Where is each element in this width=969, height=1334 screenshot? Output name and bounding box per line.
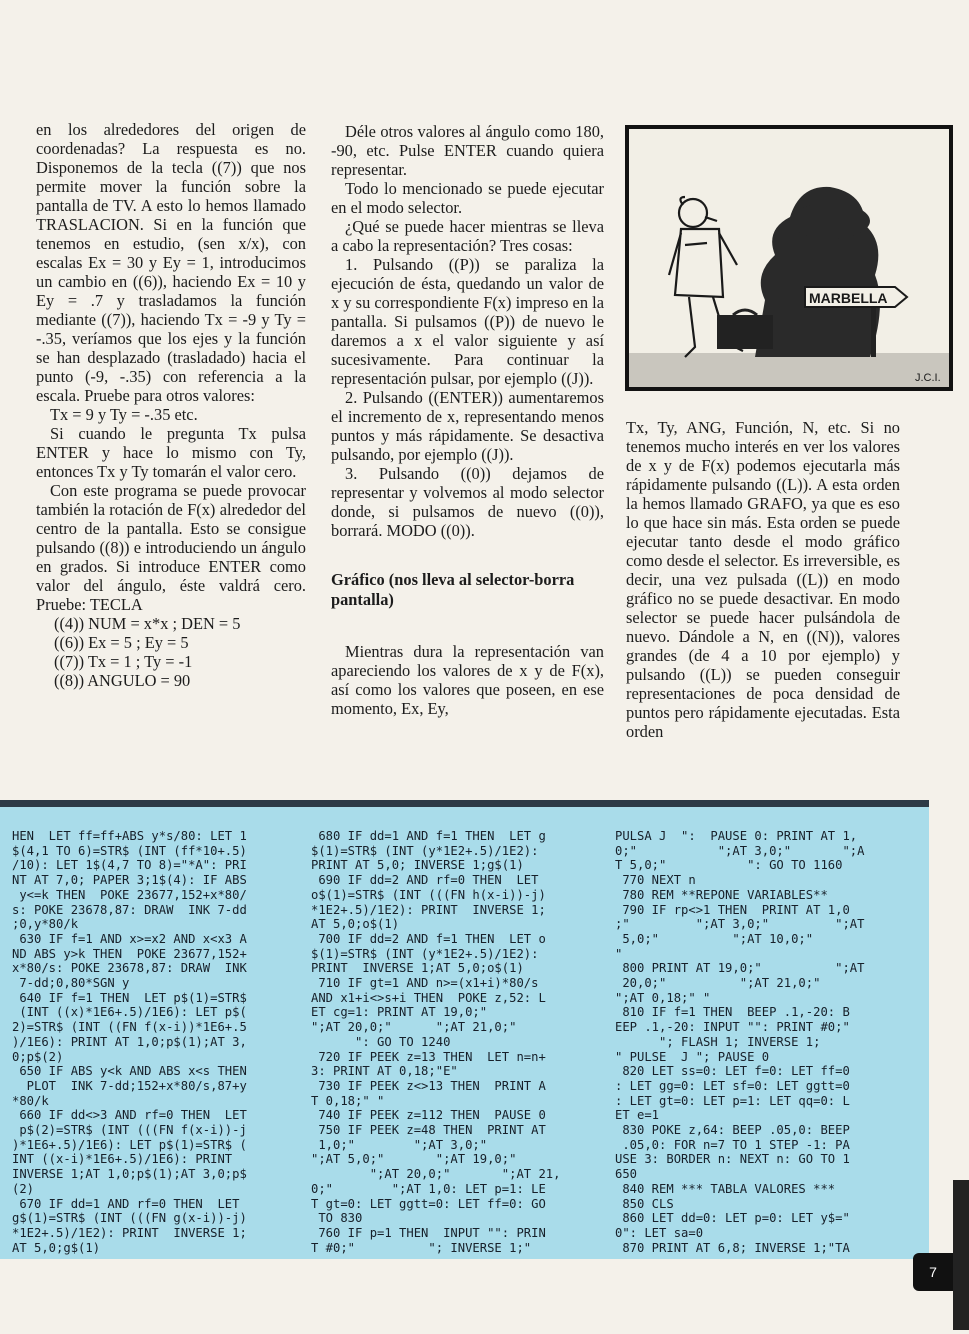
article-column-2: [331, 122, 604, 718]
artist-signature: J.C.I.: [915, 372, 941, 384]
listing-line: 700 IF dd=2 AND f=1 THEN LET o: [311, 931, 546, 946]
listing-column-3: [615, 829, 864, 1255]
listing-top-band: [0, 800, 929, 807]
paragraph: Si cuando le pregunta Tx pulsa ENTER y hace lo mismo con Ty, entonces Tx y Ty tomarán el valor cero.: [36, 424, 306, 481]
listing-line: 0;p$(2): [12, 1049, 64, 1064]
paragraph: Déle otros valores al ángulo como 180, -90, etc. Pulse ENTER cuando quiera representar.: [331, 122, 604, 179]
listing-line: ;" ";AT 3,0;" ";AT: [615, 917, 865, 932]
page-number: 7: [913, 1253, 953, 1291]
listing-line: g$(1)=STR$ (INT (((FN g(x-i))-j): [12, 1211, 247, 1226]
listing-line: 760 IF p=1 THEN INPUT "": PRIN: [311, 1225, 546, 1240]
paragraph: 2. Pulsando ((ENTER)) aumentaremos el incremento de x, representando menos puntos y más rápidamente. Se desactiva pulsando, por ejemplo ((J)).: [331, 388, 604, 464]
listing-line: 670 IF dd=1 AND rf=0 THEN LET: [12, 1196, 240, 1211]
listing-line: "; FLASH 1; INVERSE 1;: [615, 1034, 821, 1049]
listing-line: INVERSE 1;AT 1,0;p$(1);AT 3,0;p$: [12, 1167, 247, 1182]
paragraph: 1. Pulsando ((P)) se paraliza la ejecución de ésta, quedando un valor de x y su correspondiente F(x) impreso en la pantalla. Si pulsamos ((P)) de nuevo le daremos a x el valor siguiente y así sucesivamente. Para continuar la representación pulsar, por ejemplo ((J)).: [331, 255, 604, 388]
listing-line: 840 REM *** TABLA VALORES ***: [615, 1181, 836, 1196]
listing-line: 820 LET ss=0: LET f=0: LET ff=0: [615, 1064, 850, 1079]
listing-line: NT AT 7,0; PAPER 3;1$(4): IF ABS: [12, 873, 247, 888]
example-line: ((6)) Ex = 5 ; Ey = 5: [54, 633, 189, 652]
section-heading: Gráfico (nos lleva al selector-borra pantalla): [331, 570, 575, 609]
listing-line: )/1E6): PRINT AT 1,0;p$(1);AT 3,: [12, 1034, 247, 1049]
listing-line: 800 PRINT AT 19,0;" ";AT: [615, 961, 865, 976]
listing-line: /10): LET 1$(4,7 TO 8)="*A": PRI: [12, 858, 247, 873]
listing-line: *1E2+.5)/1E2): PRINT INVERSE 1;: [12, 1225, 247, 1240]
cartoon-drawing: [625, 125, 953, 391]
listing-line: ": GO TO 1240: [311, 1034, 451, 1049]
listing-line: ;0,y*80/k: [12, 917, 79, 932]
listing-line: AT 5,0;g$(1): [12, 1240, 101, 1255]
listing-line: 0;" ";AT 1,0: LET p=1: LE: [311, 1181, 546, 1196]
listing-line: 770 NEXT n: [615, 873, 696, 888]
listing-line: o$(1)=STR$ (INT (((FN h(x-i))-j): [311, 887, 546, 902]
listing-line: USE 3: BORDER n: NEXT n: GO TO 1: [615, 1152, 850, 1167]
listing-line: 630 IF f=1 AND x>=x2 AND x<x3 A: [12, 931, 247, 946]
listing-line: : LET gg=0: LET sf=0: LET ggtt=0: [615, 1078, 850, 1093]
listing-line: ";AT 20,0;" ";AT 21,0;": [311, 1020, 517, 1035]
listing-line: 790 IF rp<>1 THEN PRINT AT 1,0: [615, 902, 850, 917]
listing-line: 0": LET sa=0: [615, 1225, 704, 1240]
listing-line: ": [615, 946, 623, 961]
cartoon-illustration: [625, 125, 953, 391]
page-edge-band: [953, 1180, 969, 1330]
listing-line: EEP .1,-20: INPUT "": PRINT #0;": [615, 1020, 850, 1035]
listing-line: $(1)=STR$ (INT (y*1E2+.5)/1E2):: [311, 843, 539, 858]
listing-line: 720 IF PEEK z=13 THEN LET n=n+: [311, 1049, 546, 1064]
listing-line: (2): [12, 1181, 35, 1196]
example-line: ((7)) Tx = 1 ; Ty = -1: [54, 652, 193, 671]
listing-line: y<=k THEN POKE 23677,152+x*80/: [12, 887, 247, 902]
listing-line: x*80/s: POKE 23678,87: DRAW INK: [12, 961, 247, 976]
listing-line: .05,0: FOR n=7 TO 1 STEP -1: PA: [615, 1137, 850, 1152]
example-line: ((8)) ANGULO = 90: [54, 671, 191, 690]
listing-column-1: [12, 829, 247, 1255]
listing-line: s: POKE 23678,87: DRAW INK 7-dd: [12, 902, 247, 917]
listing-line: $(4,1 TO 6)=STR$ (INT (ff*10+.5): [12, 843, 247, 858]
listing-line: ";AT 0,18;" ": [615, 990, 711, 1005]
listing-line: INT ((x-i)*1E6+.5)/1E6): PRINT: [12, 1152, 233, 1167]
listing-line: T gt=0: LET ggtt=0: LET ff=0: GO: [311, 1196, 546, 1211]
paragraph: Tx = 9 y Ty = -.35 etc.: [50, 405, 198, 424]
listing-line: 860 LET dd=0: LET p=0: LET y$=": [615, 1211, 850, 1226]
listing-line: ET cg=1: PRINT AT 19,0;": [311, 1005, 488, 1020]
listing-line: )*1E6+.5)/1E6): LET p$(1)=STR$ (: [12, 1137, 247, 1152]
listing-line: HEN LET ff=ff+ABS y*s/80: LET 1: [12, 829, 247, 843]
listing-line: PULSA J ": PAUSE 0: PRINT AT 1,: [615, 829, 858, 843]
listing-line: 730 IF PEEK z<>13 THEN PRINT A: [311, 1078, 546, 1093]
listing-line: p$(2)=STR$ (INT (((FN f(x-i))-j: [12, 1123, 247, 1138]
listing-line: 740 IF PEEK z=112 THEN PAUSE 0: [311, 1108, 546, 1123]
listing-line: *1E2+.5)/1E2): PRINT INVERSE 1;: [311, 902, 546, 917]
listing-line: 830 POKE z,64: BEEP .05,0: BEEP: [615, 1123, 850, 1138]
listing-line: 2)=STR$ (INT ((FN f(x-i))*1E6+.5: [12, 1020, 247, 1035]
listing-line: AND x1+i<>s+i THEN POKE z,52: L: [311, 990, 546, 1005]
listing-line: 870 PRINT AT 6,8; INVERSE 1;"TA: [615, 1240, 850, 1255]
paragraph: Tx, Ty, ANG, Función, N, etc. Si no tenemos mucho interés en ver los valores de x y de F(x) podemos ejecutarla más rápidamente pulsando ((L)). A esta orden la hemos llamado GRAFO, ya que es eso lo que hace sin más. Esta orden se puede ejecutar tanto desde el modo gráfico como desde el selector. Es irreversible, es decir, una vez pulsada ((L)) en modo gráfico no se puede desactivar. En modo selector se puede hacer pulsándola de nuevo. Dándole a N, en ((N)), valores grandes (de 4 a 10 por ejemplo) y pulsando ((L)) se pueden conseguir representaciones de poca densidad de puntos pero rápidamente ejecutadas. Esta orden: [626, 418, 900, 741]
article-column-3: [626, 418, 900, 741]
listing-line: *80/k: [12, 1093, 49, 1108]
program-listing: [0, 807, 929, 1259]
listing-line: 0;" ";AT 3,0;" ";A: [615, 843, 865, 858]
listing-line: 660 IF dd<>3 AND rf=0 THEN LET: [12, 1108, 247, 1123]
paragraph: Con este programa se puede provocar también la rotación de F(x) alrededor del centro de la pantalla. Esto se consigue pulsando ((8)) e introduciendo un ángulo en grados. Si introduce ENTER como valor del ángulo, éste valdrá cero. Pruebe: TECLA: [36, 481, 306, 614]
listing-line: PRINT AT 5,0; INVERSE 1;g$(1): [311, 858, 524, 873]
listing-line: 3: PRINT AT 0,18;"E": [311, 1064, 458, 1079]
listing-line: : LET gt=0: LET p=1: LET qq=0: L: [615, 1093, 850, 1108]
listing-line: T #0;" "; INVERSE 1;": [311, 1240, 532, 1255]
listing-line: 750 IF PEEK z=48 THEN PRINT AT: [311, 1123, 546, 1138]
listing-line: (INT ((x)*1E6+.5)/1E6): LET p$(: [12, 1005, 247, 1020]
example-line: ((4)) NUM = x*x ; DEN = 5: [54, 614, 241, 633]
listing-line: 650 IF ABS y<k AND ABS x<s THEN: [12, 1064, 247, 1079]
paragraph: Mientras dura la representación van apareciendo los valores de x y de F(x), así como los valores que poseen, en ese momento, Ex, Ey,: [331, 642, 604, 718]
listing-line: T 0,18;" ": [311, 1093, 385, 1108]
listing-line: 20,0;" ";AT 21,0;": [615, 976, 858, 991]
listing-line: 780 REM **REPONE VARIABLES**: [615, 887, 828, 902]
listing-line: AT 5,0;o$(1): [311, 917, 400, 932]
listing-line: " PULSE J "; PAUSE 0: [615, 1049, 770, 1064]
listing-line: 7-dd;0,80*SGN y: [12, 976, 130, 991]
listing-line: $(1)=STR$ (INT (y*1E2+.5)/1E2):: [311, 946, 539, 961]
listing-line: ND ABS y>k THEN POKE 23677,152+: [12, 946, 247, 961]
listing-line: 650: [615, 1167, 638, 1182]
listing-line: ET e=1: [615, 1108, 660, 1123]
sign-text: MARBELLA: [809, 290, 888, 306]
listing-line: 640 IF f=1 THEN LET p$(1)=STR$: [12, 990, 247, 1005]
listing-line: 710 IF gt=1 AND n>=(x1+i)*80/s: [311, 976, 539, 991]
listing-line: 1,0;" ";AT 3,0;": [311, 1137, 488, 1152]
listing-line: 690 IF dd=2 AND rf=0 THEN LET: [311, 873, 539, 888]
listing-line: ";AT 20,0;" ";AT 21,: [311, 1167, 561, 1182]
paragraph: en los alrededores del origen de coordenadas? La respuesta es no. Disponemos de la tecla ((7)) que nos permite mover la función sobre la pantalla de TV. A esto lo hemos llamado TRASLACION. Si en la función que tenemos en estudio, (sen x/x), con escalas Ex = 30 y Ey = 1, introducimos un cambio en ((6)), haciendo Ex = 10 y Ey = .7 y trasladamos la función mediante ((7)), haciendo Tx = -9 y Ty = -.35, veríamos que los ejes y la función se han desplazado (trasladado) hacia el punto (-9, -.35) con referencia a la escala. Pruebe para otros valores:: [36, 120, 306, 405]
listing-line: PRINT INVERSE 1;AT 5,0;o$(1): [311, 961, 524, 976]
listing-column-2: [311, 829, 560, 1255]
paragraph: ¿Qué se puede hacer mientras se lleva a cabo la representación? Tres cosas:: [331, 217, 604, 255]
listing-line: 5,0;" ";AT 10,0;": [615, 931, 814, 946]
listing-line: TO 830: [311, 1211, 363, 1226]
listing-line: 810 IF f=1 THEN BEEP .1,-20: B: [615, 1005, 850, 1020]
paragraph: 3. Pulsando ((0)) dejamos de representar y volvemos al modo selector donde, si pulsamos de nuevo ((0)), borrará. MODO ((0)).: [331, 464, 604, 540]
article-column-1: [36, 120, 306, 690]
paragraph: Todo lo mencionado se puede ejecutar en el modo selector.: [331, 179, 604, 217]
listing-line: ";AT 5,0;" ";AT 19,0;": [311, 1152, 517, 1167]
listing-line: 680 IF dd=1 AND f=1 THEN LET g: [311, 829, 546, 843]
listing-line: T 5,0;" ": GO TO 1160: [615, 858, 843, 873]
listing-line: 850 CLS: [615, 1196, 674, 1211]
listing-line: PLOT INK 7-dd;152+x*80/s,87+y: [12, 1078, 247, 1093]
